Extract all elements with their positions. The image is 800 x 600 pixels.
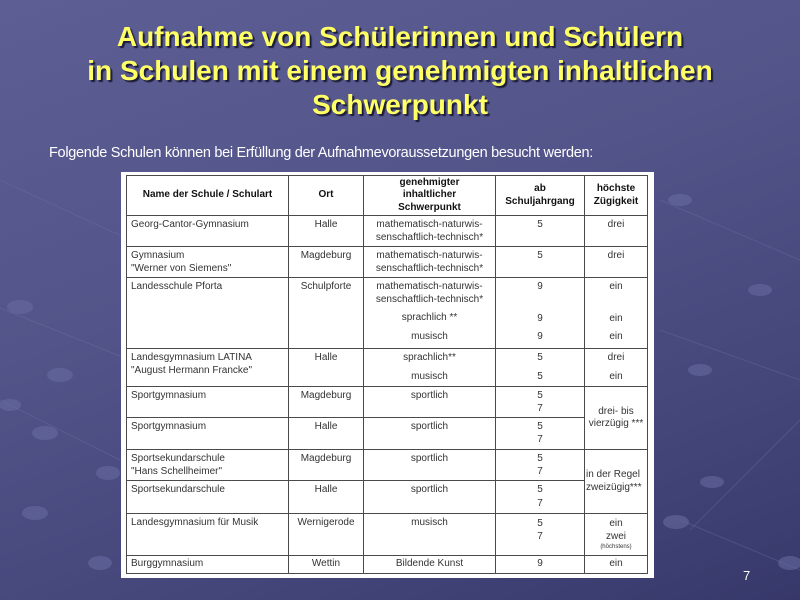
row8-ab: 5 7 [495,480,585,514]
header-schwerpunkt: genehmigter inhaltlicher Schwerpunkt [363,175,496,216]
title-line-1: Aufnahme von Schülerinnen und Schülern [116,21,684,52]
row6-schwerpunkt: sportlich [363,417,496,450]
row4-schwerpunkt: sprachlich** musisch [363,348,496,387]
header-ab-schuljahrgang: ab Schuljahrgang [495,175,585,216]
row4-ab: 5 5 [495,348,585,387]
row10-zuegigkeit: ein [584,555,648,574]
row9-zuegigkeit: ein zwei (höchstens) [584,513,648,556]
row7-schwerpunkt: sportlich [363,449,496,481]
row4-zuegigkeit: drei ein [584,348,648,387]
row3-ab: 9 9 9 [495,277,585,349]
row5-ab: 5 7 [495,386,585,418]
slide-subtitle: Folgende Schulen können bei Erfüllung der Aufnahmevoraussetzungen besucht werden: [49,145,594,161]
row7-ort: Magdeburg [288,449,364,481]
row10-name: Burggymnasium [126,555,289,574]
merged-zuegigkeit-sportsekundarschulen: in der Regel zweizügig*** [584,449,648,514]
row2-ab: 5 [495,246,585,278]
row2-zuegigkeit: drei [584,246,648,278]
row8-schwerpunkt: sportlich [363,480,496,514]
row1-ort: Halle [288,215,364,247]
row9-ort: Wernigerode [288,513,364,556]
row6-name: Sportgymnasium [126,417,289,450]
header-zuegigkeit: höchste Zügigkeit [584,175,648,216]
row2-name: Gymnasium "Werner von Siemens" [126,246,289,278]
row2-ort: Magdeburg [288,246,364,278]
row1-name: Georg-Cantor-Gymnasium [126,215,289,247]
row7-ab: 5 7 [495,449,585,481]
row3-zuegigkeit: ein ein ein [584,277,648,349]
row5-name: Sportgymnasium [126,386,289,418]
row1-schwerpunkt: mathematisch-naturwis- senschaftlich-technisch* [363,215,496,247]
header-name: Name der Schule / Schulart [126,175,289,216]
row2-schwerpunkt: mathematisch-naturwis- senschaftlich-technisch* [363,246,496,278]
schools-table [121,172,654,578]
header-ort: Ort [288,175,364,216]
row3-name: Landesschule Pforta [126,277,289,349]
row5-ort: Magdeburg [288,386,364,418]
title-line-3: Schwerpunkt [312,89,488,120]
row6-ort: Halle [288,417,364,450]
row8-ort: Halle [288,480,364,514]
row8-name: Sportsekundarschule [126,480,289,514]
row3-schwerpunkt: mathematisch-naturwis- senschaftlich-technisch* sprachlich ** musisch [363,277,496,349]
merged-zuegigkeit-sportgymnasien: drei- bis vierzügig *** [584,386,648,450]
slide-title [0,20,800,122]
row9-name: Landesgymnasium für Musik [126,513,289,556]
row9-schwerpunkt: musisch [363,513,496,556]
row10-ort: Wettin [288,555,364,574]
row4-name: Landesgymnasium LATINA "August Hermann Francke" [126,348,289,387]
row1-ab: 5 [495,215,585,247]
row6-ab: 5 7 [495,417,585,450]
row5-schwerpunkt: sportlich [363,386,496,418]
title-line-2: in Schulen mit einem genehmigten inhaltlichen [87,55,713,86]
row9-ab: 5 7 [495,513,585,556]
row4-ort: Halle [288,348,364,387]
row3-ort: Schulpforte [288,277,364,349]
row10-ab: 9 [495,555,585,574]
row1-zuegigkeit: drei [584,215,648,247]
row10-schwerpunkt: Bildende Kunst [363,555,496,574]
row7-name: Sportsekundarschule "Hans Schellheimer" [126,449,289,481]
page-number: 7 [743,568,751,583]
